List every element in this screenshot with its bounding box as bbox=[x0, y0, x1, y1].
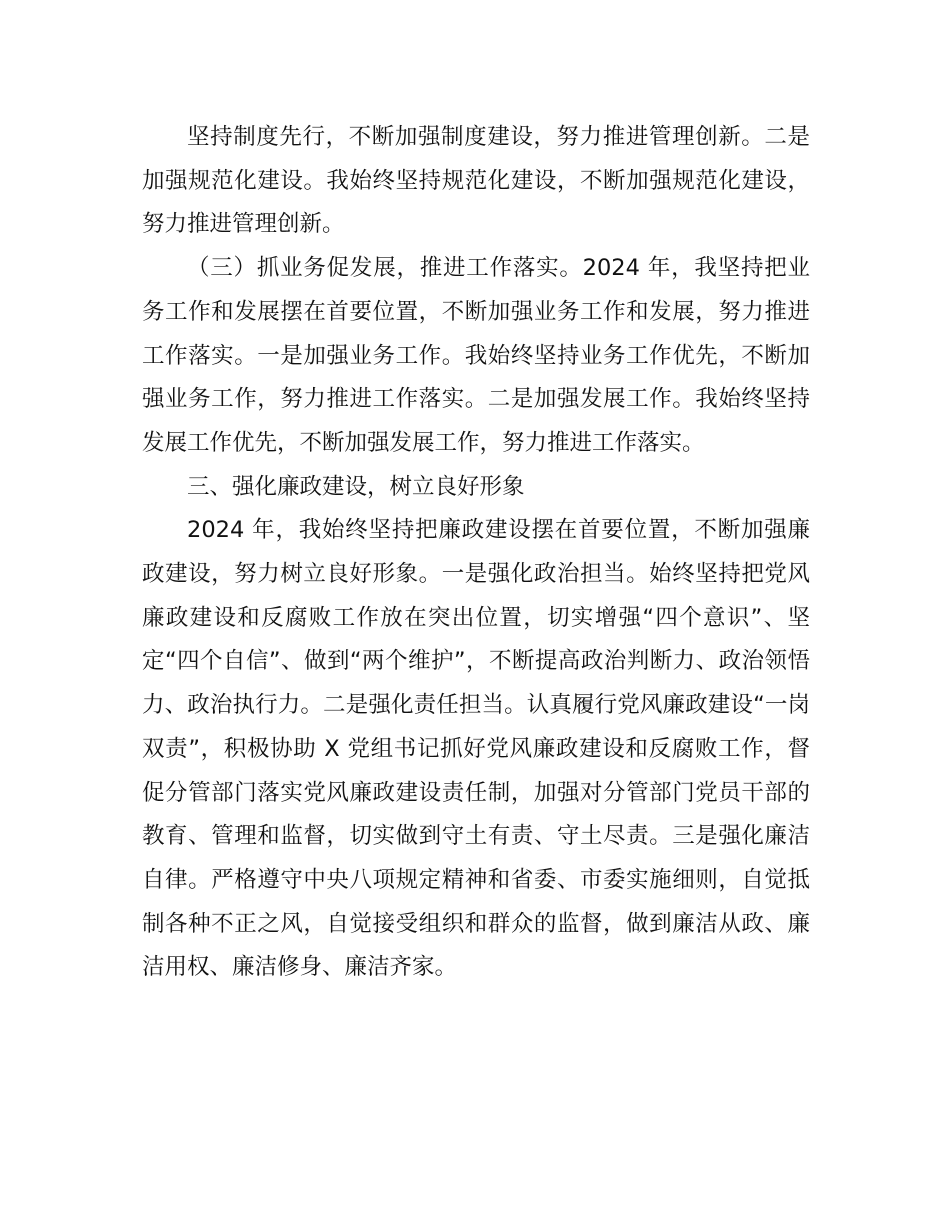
section-heading-integrity: 三、强化廉政建设，树立良好形象 bbox=[187, 473, 525, 500]
paragraph-management-innovation: 坚持制度先行，不断加强制度建设，努力推进管理创新。二是加强规范化建设。我始终坚持规范化建设，不断加强规范化建设，努力推进管理创新。 bbox=[142, 124, 810, 238]
paragraph-integrity-building: 2024 年，我始终坚持把廉政建设摆在首要位置，不断加强廉政建设，努力树立良好形象。一是强化政治担当。始终坚持把党风廉政建设和反腐败工作放在突出位置，切实增强“四个意识”、坚定“四个自信”、做到“两个维护”，不断提高政治判断力、政治领悟力、政治执行力。二是强化责任担当。认真履行党风廉政建设“一岗双责”，积极协助 X 党组书记抓好党风廉政建设和反腐败工作，督促分管部门落实党风廉政建设责任制，加强对分管部门党员干部的教育、管理和监督，切实做到守土有责、守土尽责。三是强化廉洁自律。严格遵守中央八项规定精神和省委、市委实施细则，自觉抵制各种不正之风，自觉接受组织和群众的监督，做到廉洁从政、廉洁用权、廉洁修身、廉洁齐家。 bbox=[142, 517, 810, 981]
paragraph-business-development: （三）抓业务促发展，推进工作落实。2024 年，我坚持把业务工作和发展摆在首要位置，不断加强业务工作和发展，努力推进工作落实。一是加强业务工作。我始终坚持业务工作优先，不断加强业务工作，努力推进工作落实。二是加强发展工作。我始终坚持发展工作优先，不断加强发展工作，努力推进工作落实。 bbox=[142, 255, 810, 456]
document-body bbox=[142, 116, 810, 990]
